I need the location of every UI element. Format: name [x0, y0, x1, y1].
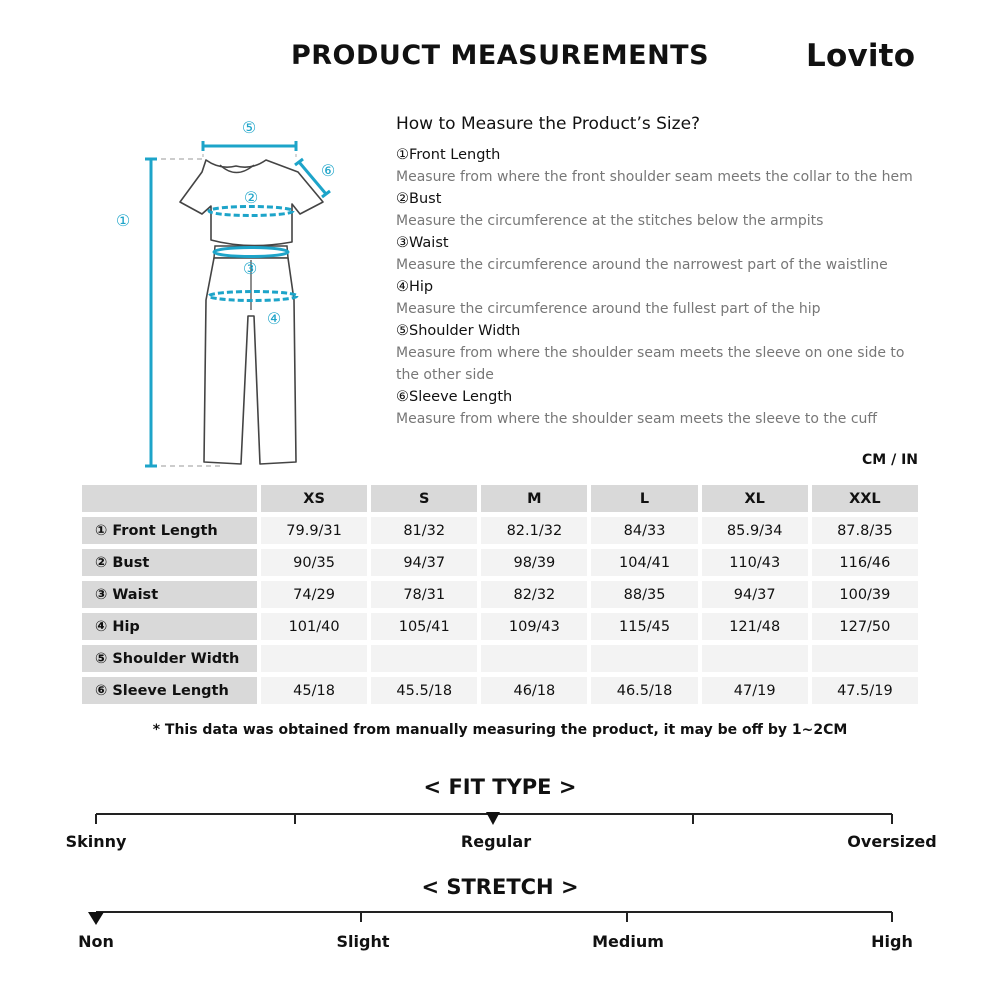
table-cell: 104/41	[591, 549, 697, 576]
table-cell: 46.5/18	[591, 677, 697, 704]
col-header: XL	[702, 485, 808, 512]
instructions-heading: How to Measure the Product’s Size?	[396, 114, 701, 134]
table-cell: 46/18	[481, 677, 587, 704]
row-label: ④ Hip	[82, 613, 257, 640]
brand-logo: Lovito	[806, 38, 916, 74]
fit-label-skinny: Skinny	[65, 832, 127, 851]
table-header-row	[82, 485, 918, 512]
marker-bust: ②	[243, 188, 259, 207]
fit-type-title: < FIT TYPE >	[423, 775, 577, 799]
table-cell: 45/18	[261, 677, 367, 704]
stretch-scale	[0, 900, 1000, 930]
table-row	[82, 517, 918, 544]
table-cell: 109/43	[481, 613, 587, 640]
table-cell: 84/33	[591, 517, 697, 544]
col-header: L	[591, 485, 697, 512]
instruction-hip: ④Hip Measure the circumference around the fullest part of the hip	[396, 279, 821, 317]
row-label: ③ Waist	[82, 581, 257, 608]
marker-shoulder: ⑤	[241, 118, 257, 137]
table-cell: 94/37	[371, 549, 477, 576]
table-cell: 47.5/19	[812, 677, 918, 704]
row-label: ⑥ Sleeve Length	[82, 677, 257, 704]
col-header: XXL	[812, 485, 918, 512]
table-row	[82, 677, 918, 704]
stretch-title: < STRETCH >	[421, 875, 579, 899]
table-cell: 100/39	[812, 581, 918, 608]
instruction-shoulder-width: ⑤Shoulder Width Measure from where the shoulder seam meets the sleeve on one side to the other side	[396, 323, 905, 383]
stretch-label-non: Non	[78, 932, 114, 951]
instruction-front-length: ①Front Length Measure from where the front shoulder seam meets the collar to the hem	[396, 147, 913, 185]
row-label: ⑤ Shoulder Width	[82, 645, 257, 672]
table-cell	[261, 645, 367, 672]
table-corner	[82, 485, 257, 512]
table-cell: 88/35	[591, 581, 697, 608]
size-table	[78, 480, 922, 709]
table-cell: 74/29	[261, 581, 367, 608]
marker-hip: ④	[266, 309, 282, 328]
instruction-bust: ②Bust Measure the circumference at the stitches below the armpits	[396, 191, 824, 229]
garment-diagram	[108, 110, 348, 475]
table-cell: 116/46	[812, 549, 918, 576]
fit-label-oversized: Oversized	[847, 832, 937, 851]
col-header: XS	[261, 485, 367, 512]
stretch-label-high: High	[871, 932, 913, 951]
col-header: M	[481, 485, 587, 512]
table-cell	[591, 645, 697, 672]
instruction-waist: ③Waist Measure the circumference around the narrowest part of the waistline	[396, 235, 888, 273]
table-cell	[481, 645, 587, 672]
table-cell: 105/41	[371, 613, 477, 640]
stretch-label-slight: Slight	[336, 932, 390, 951]
table-cell: 82.1/32	[481, 517, 587, 544]
table-cell: 78/31	[371, 581, 477, 608]
table-row	[82, 581, 918, 608]
stretch-indicator	[88, 912, 104, 925]
table-cell: 110/43	[702, 549, 808, 576]
fit-type-scale	[0, 800, 1000, 830]
table-cell	[371, 645, 477, 672]
instruction-sleeve-length: ⑥Sleeve Length Measure from where the shoulder seam meets the sleeve to the cuff	[396, 389, 878, 427]
table-cell: 94/37	[702, 581, 808, 608]
table-row	[82, 549, 918, 576]
units-label: CM / IN	[862, 452, 918, 468]
measure-instructions	[396, 114, 916, 430]
table-cell: 45.5/18	[371, 677, 477, 704]
table-cell: 81/32	[371, 517, 477, 544]
table-cell: 101/40	[261, 613, 367, 640]
table-cell: 85.9/34	[702, 517, 808, 544]
marker-front-length: ①	[115, 211, 131, 230]
table-cell: 127/50	[812, 613, 918, 640]
table-cell: 82/32	[481, 581, 587, 608]
table-cell: 47/19	[702, 677, 808, 704]
fit-type-indicator	[486, 812, 500, 825]
table-cell: 115/45	[591, 613, 697, 640]
table-cell: 90/35	[261, 549, 367, 576]
measurement-note: * This data was obtained from manually measuring the product, it may be off by 1~2CM	[152, 722, 848, 738]
page-title: PRODUCT MEASUREMENTS	[290, 40, 710, 71]
col-header: S	[371, 485, 477, 512]
row-label: ① Front Length	[82, 517, 257, 544]
row-label: ② Bust	[82, 549, 257, 576]
table-cell: 98/39	[481, 549, 587, 576]
table-cell	[812, 645, 918, 672]
table-row	[82, 645, 918, 672]
table-cell	[702, 645, 808, 672]
marker-sleeve: ⑥	[320, 161, 336, 180]
table-row	[82, 613, 918, 640]
fit-label-regular: Regular	[460, 832, 532, 851]
table-cell: 121/48	[702, 613, 808, 640]
marker-waist: ③	[242, 259, 258, 278]
table-cell: 87.8/35	[812, 517, 918, 544]
table-cell: 79.9/31	[261, 517, 367, 544]
stretch-label-medium: Medium	[592, 932, 664, 951]
